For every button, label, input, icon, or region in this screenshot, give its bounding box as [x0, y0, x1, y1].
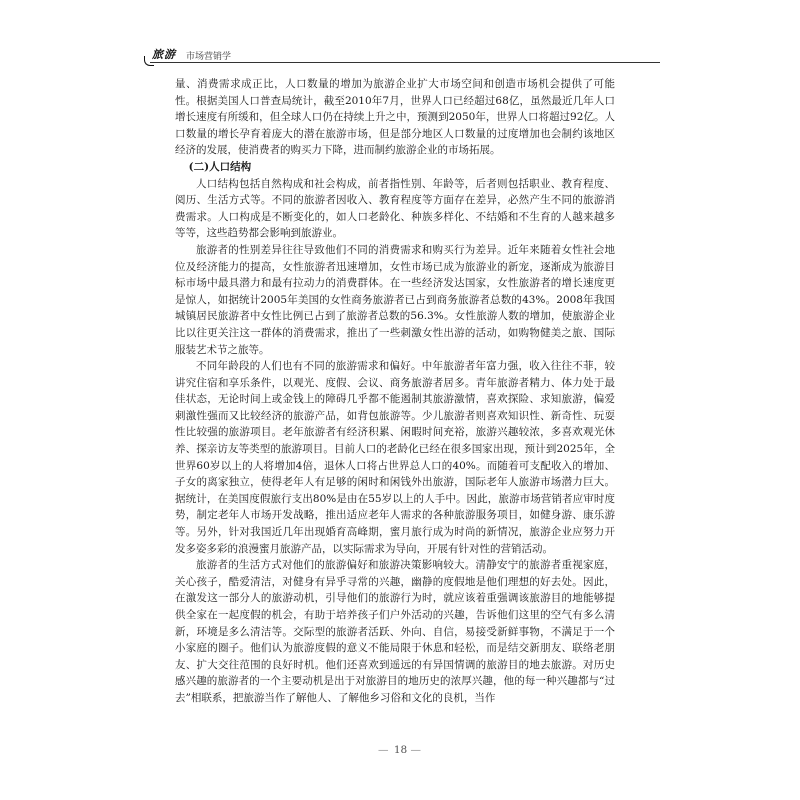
section-heading: (二)人口结构: [188, 160, 252, 173]
page-number: 18: [393, 744, 408, 756]
paragraph: 人口结构包括自然构成和社会构成，前者指性别、年龄等，后者则包括职业、教育程度、阅历、生活方式等。不同的旅游者因收入、教育程度等方面存在差异，必然产生不同的旅游消费需求。人口构成是不断变化的，如人口老龄化、种族多样化、不结婚和不生育的人越来越多等等，这些趋势都会影响到旅游业。: [175, 177, 615, 240]
page-body: [175, 76, 615, 707]
paragraph: 不同年龄段的人们也有不同的旅游需求和偏好。中年旅游者年富力强，收入往往不菲，较讲究住宿和享乐条件，以观光、度假、会议、商务旅游者居多。青年旅游者精力、体力处于最佳状态，无论时间上或金钱上的障碍几乎都不能遏制其旅游激情，喜欢探险、求知旅游，偏爱刺激性强而又比较经济的旅游产品，如背包旅游等。少儿旅游者则喜欢知识性、新奇性、玩耍性比较强的旅游项目。老年旅游者有经济积累、闲暇时间充裕，旅游兴趣较浓，多喜欢观光休养、探亲访友等类型的旅游项目。目前人口的老龄化已经在很多国家出现，预计到2025年，全世界60岁以上的人将增加4倍，退休人口将占世界总人口的40%。而随着可支配收入的增加、子女的离家独立，使得老年人有足够的闲时和闲钱外出旅游，国际老年人旅游市场潜力巨大。据统计，在美国度假旅行支出80%是由在55岁以上的人手中。因此，旅游市场营销者应审时度势，制定老年人市场开发战略，推出适应老年人需求的各种旅游服务项目，如健身游、康乐游等。另外，针对我国近几年出现婚育高峰期，蜜月旅行成为时尚的新情况，旅游企业应努力开发多姿多彩的浪漫蜜月旅游产品，以实际需求为导向，开展有针对性的营销活动。: [175, 360, 615, 555]
header-rule: [150, 62, 660, 63]
header-logo-mark: [152, 46, 176, 62]
footer-dash-right: —: [410, 744, 423, 756]
footer-dash-left: —: [377, 744, 394, 756]
running-header: [150, 44, 660, 66]
paragraph: 旅游者的生活方式对他们的旅游偏好和旅游决策影响较大。清静安宁的旅游者重视家庭，关心孩子，酷爱清洁，对健身有异乎寻常的兴趣，幽静的度假地是他们理想的好去处。因此，在激发这一部分人的旅游动机，引导他们的旅游行为时，就应该着重强调该旅游目的地能够提供全家在一起度假的机会，有助于培养孩子们户外活动的兴趣，告诉他们这里的空气有多么清新，环境是多么清洁等。交际型的旅游者活跃、外向、自信，易接受新鲜事物，不满足于一个小家庭的圈子。他们认为旅游度假的意义不能局限于休息和轻松，而是结交新朋友、联络老朋友、扩大交往范围的良好时机。他们还喜欢到遥远的有异国情调的旅游目的地去旅游。对历史感兴趣的旅游者的一个主要动机是出于对旅游目的地历史的浓厚兴趣，他的每一种兴趣都与“过去”相联系，把旅游当作了解他人、了解他乡习俗和文化的良机，当作: [175, 559, 615, 704]
page-footer: [0, 744, 800, 756]
header-mark-text: 旅游: [152, 48, 176, 61]
paragraph-continued: 量、消费需求成正比，人口数量的增加为旅游企业扩大市场空间和创造市场机会提供了可能性。根据美国人口普查局统计，截至2010年7月，世界人口已经超过68亿，虽然最近几年人口增长速度有所缓和，但全球人口仍在持续上升之中，预测到2050年，世界人口将超过92亿。人口数量的增长孕育着庞大的潜在旅游市场，但是部分地区人口数量的过度增加也会制约该地区经济的发展，使消费者的购买力下降，进而制约旅游企业的市场拓展。: [175, 78, 615, 157]
header-flourish-icon: [144, 56, 154, 66]
paragraph: 旅游者的性别差异往往导致他们不同的消费需求和购买行为差异。近年来随着女性社会地位及经济能力的提高，女性旅游者迅速增加，女性市场已成为旅游业的新宠，逐渐成为旅游目标市场中最具潜力和最有拉动力的消费群体。在一些经济发达国家，女性旅游者的增长速度更是惊人，如据统计2005年美国的女性商务旅游者已占到商务旅游者总数的43%。2008年我国城镇居民旅游者中女性比例已占到了旅游者总数的56.3%。女性旅游人数的增加，使旅游企业比以往更关注这一群体的消费需求，推出了一些刺激女性出游的活动，如购物健美之旅、国际服装艺术节之旅等。: [175, 243, 615, 356]
header-book-title: 市场营销学: [186, 52, 232, 62]
